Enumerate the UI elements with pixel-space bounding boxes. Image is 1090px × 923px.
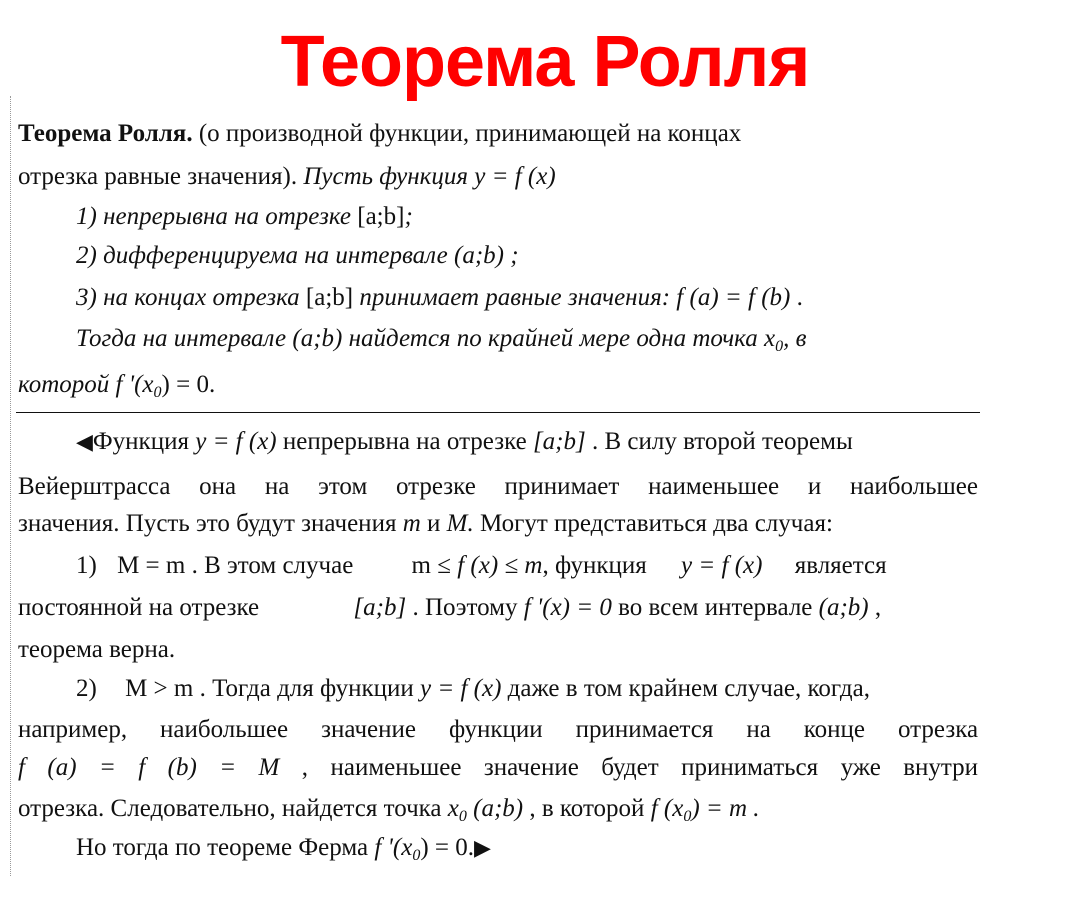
proof-word: и xyxy=(807,473,822,500)
condition-3-formula: f (a) = f (b) xyxy=(676,284,791,311)
proof-end-marker: ▶ xyxy=(474,836,491,861)
proof-1-c: . В силу второй теоремы xyxy=(592,428,853,455)
proof-word: принимает xyxy=(504,473,620,500)
case-2b-word: например, наибольшее xyxy=(18,716,289,743)
condition-3-interval: [a;b] xyxy=(305,284,354,311)
theorem-line-1 xyxy=(18,118,741,150)
case-1-b: m ≤ xyxy=(411,552,451,579)
proof-line-3 xyxy=(18,508,833,540)
case-1-c: , функция xyxy=(542,552,647,579)
condition-1-end: ; xyxy=(404,203,413,230)
proof-word: этом xyxy=(318,473,368,500)
case-1-line-3: теорема верна. xyxy=(18,636,176,663)
case-2-line-3 xyxy=(18,752,978,784)
final-end: ) = 0. xyxy=(420,834,475,861)
case-1b-formula: f '(x) = 0 xyxy=(523,594,612,621)
proof-3-m: m xyxy=(402,510,421,537)
proof-word: Вейерштрасса xyxy=(18,473,171,500)
theorem-premise: Пусть функция xyxy=(303,163,468,190)
case-2-number: 2) xyxy=(76,675,97,702)
conclusion-text-a: Тогда на интервале xyxy=(76,325,287,352)
case-2c-word: значение xyxy=(483,754,579,781)
case-2-line-2 xyxy=(18,714,978,746)
final-a: Но тогда по теореме Ферма xyxy=(76,834,369,861)
case-2-b: даже в том крайнем случае, когда, xyxy=(507,675,870,702)
condition-3-text: 3) на концах отрезка xyxy=(76,284,300,311)
case-2b-word: функции принимается xyxy=(448,716,714,743)
conclusion-interval: (a;b) xyxy=(292,325,343,352)
condition-3 xyxy=(76,282,803,314)
proof-line-2 xyxy=(18,471,978,503)
theorem-function: y = f (x) xyxy=(474,163,556,190)
case-1-formula-2: y = f (x) xyxy=(681,552,763,579)
condition-2-interval: (a;b) xyxy=(454,242,504,269)
case-2c-word: приниматься xyxy=(681,754,819,781)
case-2-line-4 xyxy=(18,793,760,825)
case-1-a: M = m . В этом случае xyxy=(117,552,354,579)
case-2-formula: y = f (x) xyxy=(420,675,502,702)
case-1-number: 1) xyxy=(76,552,97,579)
case-1-d: является xyxy=(794,552,887,579)
conclusion2-end: ) = 0. xyxy=(161,371,216,398)
page-left-edge xyxy=(10,96,11,876)
case-1b-interval-2: (a;b) xyxy=(818,594,869,621)
conclusion-text-b: найдется по крайней мере одна точка xyxy=(348,325,758,352)
condition-1-interval: [a;b] xyxy=(357,203,405,230)
proof-word: наименьшее xyxy=(648,473,780,500)
condition-1-text: 1) непрерывна на отрезке xyxy=(76,203,351,230)
proof-1-a: Функция xyxy=(92,428,189,455)
proof-final-line xyxy=(76,832,491,865)
section-divider xyxy=(16,412,980,413)
case-1b-b: . Поэтому xyxy=(412,594,518,621)
case-2d-formula: f $(x_0) = m$ . xyxy=(650,795,760,825)
case-1-line-2 xyxy=(18,592,881,624)
conclusion-point: $x_0$ xyxy=(764,325,784,355)
condition-3-end: . xyxy=(796,284,803,311)
theorem-line-2 xyxy=(18,161,556,193)
proof-3-M: M. xyxy=(446,510,474,537)
page-title: Теорема Ролля xyxy=(280,22,810,102)
condition-2-end: ; xyxy=(510,242,519,269)
proof-1-b: непрерывна на отрезке xyxy=(282,428,527,455)
case-1b-c: во всем интервале xyxy=(618,594,813,621)
case-2d-a: отрезка. Следовательно, найдется точка xyxy=(18,795,442,822)
proof-1-interval: [a;b] xyxy=(532,428,586,455)
case-2b-word: отрезка xyxy=(898,716,979,743)
proof-word: она xyxy=(199,473,237,500)
case-1b-d: , xyxy=(874,594,882,621)
proof-word: на xyxy=(264,473,290,500)
proof-start-marker: ◀ xyxy=(76,430,93,455)
theorem-name: Теорема Ролля. xyxy=(18,120,193,147)
condition-2 xyxy=(76,240,519,272)
conclusion2-formula: f '($x_0$ xyxy=(115,371,162,401)
proof-3-c: Могут представиться два случая: xyxy=(479,510,833,537)
case-2d-b: , в которой xyxy=(529,795,645,822)
proof-3-b: и xyxy=(427,510,441,537)
theorem-subtitle-end: отрезка равные значения). xyxy=(18,163,298,190)
case-2c-formula: f (a) = f (b) = M xyxy=(18,754,280,781)
theorem-conclusion-2 xyxy=(18,369,215,401)
final-formula: f '($x_0$ xyxy=(374,834,421,864)
proof-word: отрезке xyxy=(396,473,476,500)
condition-3-text-2: принимает равные значения: xyxy=(359,284,671,311)
case-1-line-1 xyxy=(76,550,887,582)
case-1b-interval: [a;b] xyxy=(353,594,407,621)
case-1b-a: постоянной на отрезке xyxy=(18,594,260,621)
condition-1 xyxy=(76,201,413,233)
case-2d-interval: (a;b) xyxy=(473,795,524,822)
case-2c-word: , наименьшее xyxy=(301,754,462,781)
conclusion2-text: которой xyxy=(18,371,110,398)
case-2b-word: значение xyxy=(321,716,416,743)
conclusion-text-c: , в xyxy=(783,325,807,352)
case-2c-word: уже xyxy=(840,754,881,781)
theorem-conclusion-1 xyxy=(76,323,806,355)
case-2d-point: $x_0$ xyxy=(447,795,467,825)
case-2-line-1 xyxy=(76,673,870,705)
case-2c-word: будет xyxy=(601,754,659,781)
case-1-formula: f (x) ≤ m xyxy=(457,552,543,579)
proof-3-a: значения. Пусть это будут значения xyxy=(18,510,397,537)
case-2-a: M > m . Тогда для функции xyxy=(125,675,414,702)
theorem-subtitle: (о производной функции, принимающей на концах xyxy=(198,120,742,147)
proof-word: наибольшее xyxy=(849,473,979,500)
proof-1-formula: y = f (x) xyxy=(195,428,277,455)
condition-2-text: 2) дифференцируема на интервале xyxy=(76,242,448,269)
case-2b-word: на конце xyxy=(746,716,866,743)
case-2c-word: внутри xyxy=(903,754,979,781)
proof-line-1 xyxy=(76,426,853,459)
